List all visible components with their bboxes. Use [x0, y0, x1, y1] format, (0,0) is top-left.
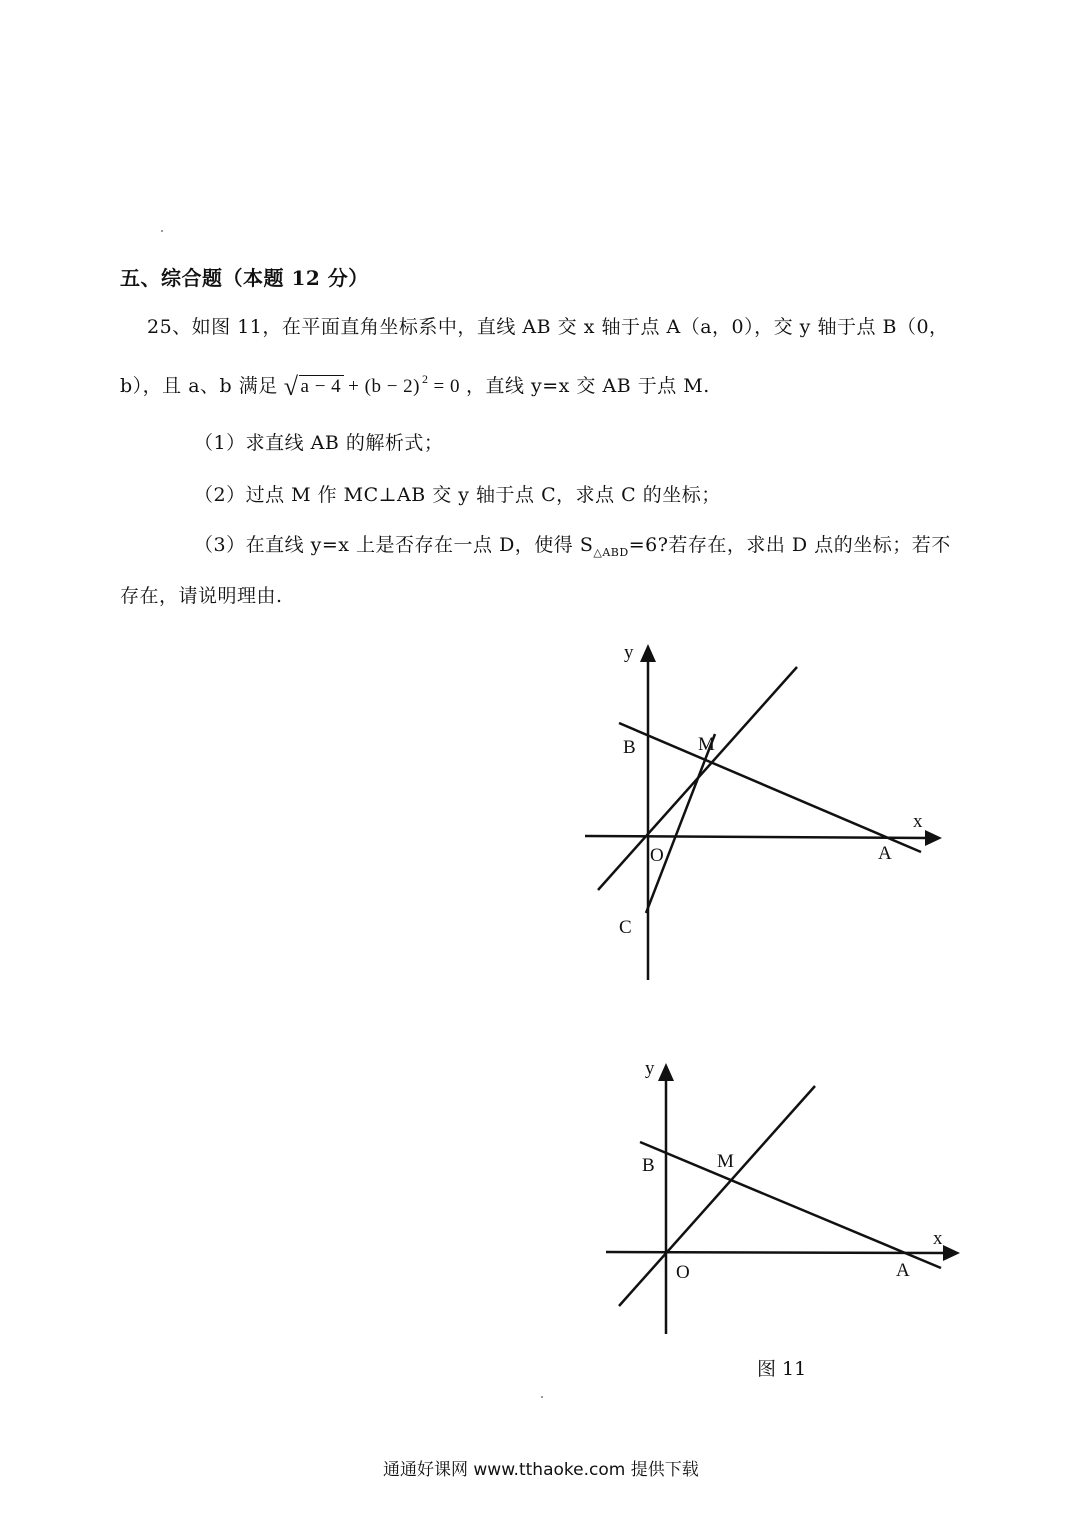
- scan-speck: [161, 230, 163, 232]
- label-x: x: [913, 811, 923, 832]
- question-3-end: =6?若存在，求出 D 点的坐标；若不: [628, 534, 951, 556]
- area-subscript: △ABD: [593, 546, 629, 559]
- label-y: y: [624, 642, 634, 663]
- problem-line-2-start: b），且 a、b 满足: [120, 375, 278, 397]
- problem-line-2-end: ，直线 y=x 交 AB 于点 M.: [465, 375, 710, 397]
- y-axis-arrow-icon: [658, 1063, 674, 1081]
- line-y-equals-x: [619, 1086, 815, 1306]
- label-a: A: [896, 1260, 910, 1281]
- y-axis-arrow-icon: [640, 644, 656, 662]
- question-3-continued: 存在，请说明理由.: [120, 585, 283, 607]
- label-a: A: [878, 843, 892, 864]
- x-axis-arrow-icon: [943, 1245, 960, 1261]
- label-b: B: [642, 1155, 655, 1176]
- figure-2-svg: [590, 1050, 970, 1340]
- sqrt-radicand: a − 4: [299, 375, 345, 398]
- x-axis: [606, 1252, 946, 1253]
- footer-text: 通通好课网 www.tthaoke.com 提供下载: [383, 1460, 699, 1480]
- x-axis-arrow-icon: [925, 830, 942, 846]
- problem-line-2: [120, 371, 710, 401]
- figure-2: [590, 1050, 970, 1344]
- label-b: B: [623, 737, 636, 758]
- label-o: O: [676, 1262, 690, 1283]
- scan-speck: [541, 1396, 543, 1398]
- question-1: （1）求直线 AB 的解析式；: [194, 432, 444, 454]
- problem-line-1: 25、如图 11，在平面直角坐标系中，直线 AB 交 x 轴于点 A（a，0），交 y 轴于点 B（0，: [147, 316, 949, 338]
- line-ab: [640, 1142, 941, 1268]
- condition-equation: [283, 371, 460, 401]
- label-m: M: [698, 734, 715, 755]
- label-o: O: [650, 845, 664, 866]
- label-y: y: [645, 1058, 655, 1079]
- equation-end: = 0: [433, 376, 460, 397]
- line-ab: [619, 723, 921, 852]
- sqrt-sign: √: [283, 372, 299, 401]
- label-m: M: [717, 1151, 734, 1172]
- section-title: 五、综合题（本题 12 分）: [120, 266, 369, 290]
- question-2: （2）过点 M 作 MC⊥AB 交 y 轴于点 C，求点 C 的坐标；: [194, 484, 721, 506]
- figure-1-svg: [570, 630, 960, 990]
- question-3-start: （3）在直线 y=x 上是否存在一点 D，使得 S: [194, 534, 594, 556]
- figure-caption: 图 11: [757, 1358, 807, 1380]
- x-axis: [585, 836, 928, 838]
- figure-1: [570, 630, 960, 994]
- equation-exponent: 2: [422, 372, 429, 386]
- label-c: C: [619, 917, 632, 938]
- equation-middle: + (b − 2): [348, 376, 421, 397]
- question-3: [194, 530, 951, 557]
- label-x: x: [933, 1228, 943, 1249]
